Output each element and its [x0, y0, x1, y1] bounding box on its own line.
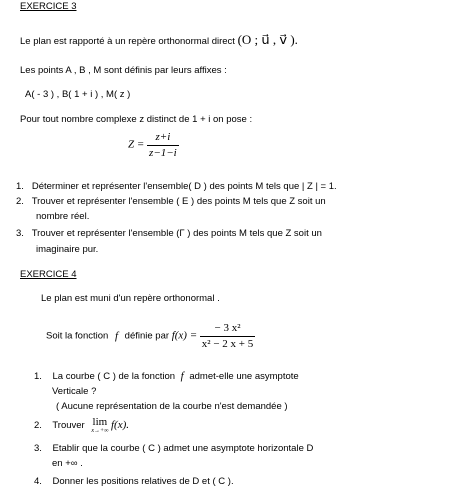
- item-text: Déterminer et représenter l'ensemble( D ) des points M tels que | Z | = 1.: [31, 181, 337, 192]
- ex4-item-1: [34, 370, 299, 383]
- ex4-item-1-line3: ( Aucune représentation de la courbe n'est demandée ): [56, 401, 288, 412]
- exercise-3-title: EXERCICE 3: [20, 1, 77, 12]
- ex4-item-1-line2: Verticale ?: [52, 386, 97, 397]
- item-number: 3.: [16, 228, 24, 239]
- ex3-formula: [128, 131, 179, 159]
- function-fraction: [200, 322, 255, 350]
- limit-expression: f(x).: [111, 419, 130, 432]
- ex3-item-3: [16, 229, 322, 240]
- lim-label: lim: [92, 416, 108, 428]
- item-text: Trouver et représenter l'ensemble (Γ ) des points M tels que Z soit un: [31, 228, 322, 239]
- item-text: Etablir que la courbe ( C ) admet une asymptote horizontale D: [52, 443, 314, 454]
- ex4-item-3: [34, 444, 313, 455]
- ex4-intro: Le plan est muni d'un repère orthonormal .: [41, 293, 220, 304]
- formula-lhs: Z =: [128, 138, 145, 151]
- item-text: Trouver et représenter l'ensemble ( E ) des points M tels que Z soit un: [31, 196, 326, 207]
- ex3-frame: (O ; u⃗ , v⃗ ).: [237, 32, 298, 47]
- function-denominator: x² − 2 x + 5: [201, 337, 254, 350]
- item-number: 2.: [34, 420, 42, 432]
- item-number: 1.: [16, 181, 24, 192]
- ex4-item-4: [34, 477, 234, 488]
- ex3-intro: [20, 33, 298, 48]
- lim-subscript: x→+∞: [91, 428, 109, 434]
- function-symbol: f: [114, 329, 119, 342]
- formula-numerator: z+i: [155, 131, 171, 143]
- ex3-points: Les points A , B , M sont définis par leurs affixes :: [20, 65, 227, 76]
- ex3-intro-text: Le plan est rapporté à un repère orthonormal direct: [20, 36, 235, 47]
- item-number: 2.: [16, 196, 24, 207]
- limit-operator: [91, 417, 108, 434]
- item-number: 4.: [34, 476, 42, 487]
- defined-by-text: définie par: [124, 330, 170, 342]
- formula-fraction: [147, 131, 179, 159]
- item-text: Donner les positions relatives de D et ( C ).: [52, 476, 234, 487]
- function-fx: f(x) =: [171, 329, 198, 342]
- ex3-item-2: [16, 197, 326, 208]
- item-text-cont: admet-elle une asymptote: [189, 371, 299, 382]
- ex3-affixes: A( - 3 ) , B( 1 + i ) , M( z ): [25, 89, 131, 100]
- function-numerator: − 3 x²: [214, 322, 241, 334]
- ex3-pose: Pour tout nombre complexe z distinct de 1 + i on pose :: [20, 114, 253, 125]
- ex4-function: [46, 322, 255, 350]
- item-text: Trouver: [52, 420, 85, 432]
- formula-denominator: z−1−i: [149, 146, 177, 159]
- ex4-item-2: [34, 417, 129, 434]
- ex3-item-3-cont: imaginaire pur.: [36, 244, 99, 255]
- function-symbol: f: [180, 370, 184, 382]
- function-text: Soit la fonction: [46, 330, 109, 342]
- ex3-item-1: [16, 182, 337, 193]
- ex3-item-2-cont: nombre réel.: [36, 211, 90, 222]
- item-number: 3.: [34, 443, 42, 454]
- ex4-item-3-line2: en +∞ .: [52, 458, 83, 469]
- item-number: 1.: [34, 371, 42, 382]
- exercise-4-title: EXERCICE 4: [20, 269, 77, 280]
- item-text: La courbe ( C ) de la fonction: [52, 371, 176, 382]
